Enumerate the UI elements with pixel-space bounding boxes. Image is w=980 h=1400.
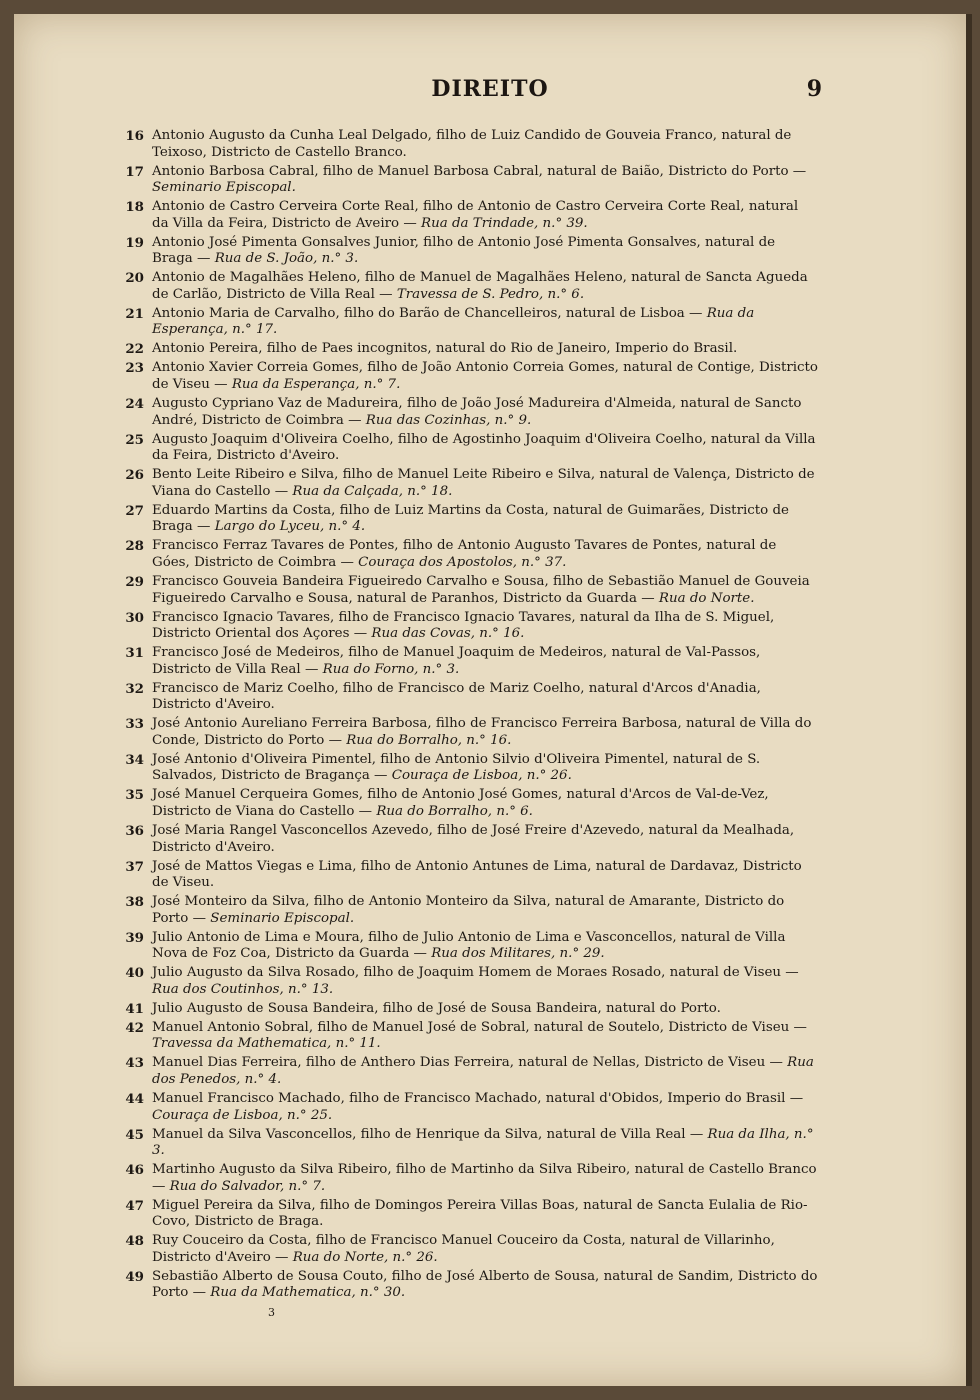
entry-text	[148, 360, 818, 393]
entry-address: Travessa de S. Pedro, n.° 6.	[396, 286, 585, 302]
list-item	[118, 823, 818, 856]
entry-address: Rua dos Coutinhos, n.° 13.	[152, 981, 334, 997]
signature-mark: 3	[268, 1306, 275, 1319]
entry-address: Rua do Borralho, n.° 6.	[376, 803, 533, 819]
list-item	[118, 396, 818, 429]
entry-description: Julio Antonio de Lima e Moura, filho de Julio Antonio de Lima e Vasconcellos, natural de Villa Nova de Foz Coa, Districto da Guarda —	[152, 929, 786, 962]
entry-text	[148, 235, 818, 268]
entry-number: 43	[125, 1055, 144, 1072]
entry-address: Rua dos Militares, n.° 29.	[431, 946, 605, 962]
entry-number: 16	[125, 128, 144, 144]
entry-text	[148, 752, 818, 785]
entry-description: Sebastião Alberto de Sousa Couto, filho de José Alberto de Sousa, natural de Sandim, Districto do Porto —	[152, 1268, 818, 1301]
list-item	[118, 1055, 818, 1088]
list-item	[118, 859, 818, 892]
entry-number: 36	[125, 822, 144, 839]
entry-text	[148, 681, 818, 714]
entry-description: Francisco Ferraz Tavares de Pontes, filho de Antonio Augusto Tavares de Pontes, natural de Góes, Districto de Coimbra —	[152, 538, 777, 570]
list-item	[118, 1233, 818, 1266]
entry-description: Antonio José Pimenta Gonsalves Junior, filho de Antonio José Pimenta Gonsalves, natural de Braga —	[152, 234, 776, 267]
entry-text	[148, 716, 818, 749]
entry-number: 20	[125, 270, 144, 287]
entry-description: Francisco Gouveia Bandeira Figueiredo Carvalho e Sousa, filho de Sebastião Manuel de Gouveia Figueiredo Carvalho e Sousa, natural de Paranhos, Districto da Guarda —	[152, 573, 810, 606]
entry-description: José Antonio Aureliano Ferreira Barbosa, filho de Francisco Ferreira Barbosa, natural de Villa do Conde, Districto do Porto —	[152, 716, 812, 748]
entry-description: Augusto Cypriano Vaz de Madureira, filho de João José Madureira d'Almeida, natural de Sancto André, Districto de Coimbra —	[152, 396, 802, 428]
entry-text	[148, 128, 818, 161]
entry-number: 26	[125, 467, 144, 484]
entry-number: 44	[125, 1091, 144, 1107]
entry-description: Manuel Antonio Sobral, filho de Manuel José de Sobral, natural de Soutelo, Districto de Viseu —	[152, 1019, 807, 1035]
entry-address: Rua da Esperança, n.° 7.	[231, 377, 401, 393]
list-item	[118, 574, 818, 607]
entry-description: Augusto Joaquim d'Oliveira Coelho, filho de Agostinho Joaquim d'Oliveira Coelho, natural da Villa da Feira, Districto d'Aveiro.	[152, 431, 816, 464]
entry-number: 25	[125, 431, 144, 448]
list-item	[118, 235, 818, 268]
entry-text	[148, 1162, 818, 1195]
entry-text	[148, 1269, 818, 1302]
entry-description: Bento Leite Ribeiro e Silva, filho de Manuel Leite Ribeiro e Silva, natural de Valença, Districto de Viana do Castello —	[152, 467, 815, 499]
list-item	[118, 1162, 818, 1195]
list-item	[118, 1198, 818, 1231]
list-item	[118, 1001, 818, 1018]
entry-description: Antonio de Magalhães Heleno, filho de Manuel de Magalhães Heleno, natural de Sancta Agueda de Carlão, Districto de Villa Real —	[152, 270, 808, 302]
entry-number: 40	[125, 965, 144, 982]
list-item	[118, 965, 818, 998]
entry-address: Rua do Norte, n.° 26.	[292, 1249, 438, 1265]
entry-number: 39	[125, 929, 144, 946]
entry-number: 28	[125, 538, 144, 555]
entry-number: 31	[125, 645, 144, 662]
entry-number: 33	[125, 716, 144, 733]
entry-description: Julio Augusto de Sousa Bandeira, filho de José de Sousa Bandeira, natural do Porto.	[152, 1000, 721, 1016]
entry-address: Rua da Calçada, n.° 18.	[292, 483, 453, 499]
entry-address: Rua do Borralho, n.° 16.	[346, 732, 512, 748]
list-item	[118, 341, 818, 358]
entry-number: 35	[125, 787, 144, 804]
list-item	[118, 681, 818, 714]
entry-text	[148, 432, 818, 465]
entry-address: Seminario Episcopal.	[152, 180, 296, 196]
list-item	[118, 894, 818, 927]
entry-number: 24	[125, 396, 144, 413]
entry-address: Largo do Lyceu, n.° 4.	[214, 519, 366, 535]
entry-text	[148, 503, 818, 536]
list-item	[118, 306, 818, 339]
entry-text	[148, 396, 818, 429]
entry-description: Antonio Maria de Carvalho, filho do Barão de Chancelleiros, natural de Lisboa —	[152, 305, 703, 321]
entry-description: José Monteiro da Silva, filho de Antonio Monteiro da Silva, natural de Amarante, Districto do Porto —	[152, 894, 785, 926]
student-list	[118, 128, 818, 1304]
entry-description: Manuel da Silva Vasconcellos, filho de Henrique da Silva, natural de Villa Real —	[152, 1126, 704, 1142]
entry-text	[148, 574, 818, 607]
list-item	[118, 1269, 818, 1302]
entry-number: 47	[125, 1197, 144, 1214]
list-item	[118, 1127, 818, 1160]
entry-address: Rua do Forno, n.° 3.	[322, 661, 460, 677]
page-title: DIREITO	[431, 76, 549, 102]
entry-text	[148, 787, 818, 820]
entry-address: Rua da Esperança, n.° 17.	[152, 305, 755, 338]
entry-description: Antonio Pereira, filho de Paes incognitos, natural do Rio de Janeiro, Imperio do Brasil.	[152, 341, 738, 357]
document-page	[14, 14, 972, 1386]
entry-number: 38	[125, 894, 144, 911]
entry-text	[148, 467, 818, 500]
list-item	[118, 1020, 818, 1053]
entry-address: Rua da Mathematica, n.° 30.	[210, 1285, 406, 1301]
entry-address: Couraça dos Apostolos, n.° 37.	[358, 554, 567, 570]
entry-text	[148, 270, 818, 303]
entry-text	[148, 1091, 818, 1124]
entry-address: Rua da Ilha, n.° 3.	[152, 1126, 814, 1159]
entry-number: 19	[125, 234, 144, 251]
entry-text	[148, 645, 818, 678]
entry-description: Ruy Couceiro da Costa, filho de Francisco Manuel Couceiro da Costa, natural de Villarinho, Districto d'Aveiro —	[152, 1233, 775, 1265]
entry-text	[148, 894, 818, 927]
entry-text	[148, 1233, 818, 1266]
entry-number: 21	[125, 305, 144, 322]
page-header	[14, 76, 966, 116]
list-item	[118, 432, 818, 465]
entry-number: 23	[125, 360, 144, 377]
entry-number: 22	[125, 341, 144, 358]
entry-text	[148, 199, 818, 232]
page-number: 9	[806, 76, 822, 102]
entry-description: José de Mattos Viegas e Lima, filho de Antonio Antunes de Lima, natural de Dardavaz, Districto de Viseu.	[152, 858, 802, 891]
list-item	[118, 716, 818, 749]
entry-number: 32	[125, 680, 144, 697]
entry-number: 18	[125, 199, 144, 216]
list-item	[118, 787, 818, 820]
entry-description: Francisco Ignacio Tavares, filho de Francisco Ignacio Tavares, natural da Ilha de S. Miguel, Districto Oriental dos Açores —	[152, 609, 775, 642]
list-item	[118, 1091, 818, 1124]
entry-text	[148, 930, 818, 963]
entry-text	[148, 1001, 818, 1018]
entry-text	[148, 1198, 818, 1231]
entry-number: 49	[125, 1268, 144, 1285]
entry-number: 41	[125, 1000, 144, 1017]
entry-number: 17	[125, 163, 144, 180]
entry-text	[148, 164, 818, 197]
entry-text	[148, 341, 818, 358]
list-item	[118, 270, 818, 303]
entry-number: 34	[125, 751, 144, 768]
list-item	[118, 467, 818, 500]
list-item	[118, 128, 818, 161]
entry-number: 29	[125, 573, 144, 590]
entry-description: José Manuel Cerqueira Gomes, filho de Antonio José Gomes, natural d'Arcos de Val-de-Vez, Districto de Viana do Castello —	[152, 787, 769, 819]
entry-address: Couraça de Lisboa, n.° 26.	[391, 768, 572, 784]
entry-text	[148, 610, 818, 643]
entry-description: Antonio Xavier Correia Gomes, filho de João Antonio Correia Gomes, natural de Contige, Districto de Viseu —	[152, 360, 818, 393]
entry-address: Rua do Salvador, n.° 7.	[169, 1178, 326, 1194]
list-item	[118, 645, 818, 678]
entry-description: Antonio Barbosa Cabral, filho de Manuel Barbosa Cabral, natural de Baião, Districto do Porto —	[152, 163, 807, 179]
entry-number: 46	[125, 1162, 144, 1179]
list-item	[118, 360, 818, 393]
entry-text	[148, 306, 818, 339]
entry-text	[148, 1020, 818, 1053]
entry-text	[148, 823, 818, 856]
entry-description: Francisco José de Medeiros, filho de Manuel Joaquim de Medeiros, natural de Val-Passos, Districto de Villa Real —	[152, 645, 761, 677]
entry-description: Antonio de Castro Cerveira Corte Real, filho de Antonio de Castro Cerveira Corte Real, natural da Villa da Feira, Districto de Aveiro —	[152, 199, 799, 231]
entry-address: Rua de S. João, n.° 3.	[214, 251, 359, 267]
entry-number: 45	[125, 1126, 144, 1143]
list-item	[118, 538, 818, 571]
entry-description: José Maria Rangel Vasconcellos Azevedo, filho de José Freire d'Azevedo, natural da Mealhada, Districto d'Aveiro.	[152, 822, 795, 855]
entry-description: José Antonio d'Oliveira Pimentel, filho de Antonio Silvio d'Oliveira Pimentel, natural de S. Salvados, Districto de Bragança —	[152, 751, 761, 784]
entry-text	[148, 1127, 818, 1160]
entry-number: 27	[125, 502, 144, 519]
entry-text	[148, 538, 818, 571]
entry-number: 30	[125, 609, 144, 626]
entry-description: Eduardo Martins da Costa, filho de Luiz Martins da Costa, natural de Guimarães, Districto de Braga —	[152, 502, 789, 535]
entry-number: 48	[125, 1233, 144, 1250]
entry-address: Couraça de Lisboa, n.° 25.	[152, 1107, 333, 1123]
list-item	[118, 930, 818, 963]
entry-address: Rua das Covas, n.° 16.	[371, 626, 525, 642]
entry-address: Rua do Norte.	[658, 590, 755, 606]
entry-address: Travessa da Mathematica, n.° 11.	[152, 1036, 381, 1052]
entry-description: Manuel Francisco Machado, filho de Francisco Machado, natural d'Obidos, Imperio do Brasil —	[152, 1091, 804, 1106]
entry-text	[148, 859, 818, 892]
entry-text	[148, 1055, 818, 1088]
entry-address: Rua dos Penedos, n.° 4.	[152, 1055, 814, 1088]
entry-description: Antonio Augusto da Cunha Leal Delgado, filho de Luiz Candido de Gouveia Franco, natural de Teixoso, Districto de Castello Branco.	[152, 128, 792, 160]
entry-description: Miguel Pereira da Silva, filho de Domingos Pereira Villas Boas, natural de Sancta Eulalia de Rio-Covo, Districto de Braga.	[152, 1197, 808, 1230]
entry-number: 37	[125, 858, 144, 875]
entry-text	[148, 965, 818, 998]
entry-address: Seminario Episcopal.	[210, 910, 355, 926]
entry-description: Martinho Augusto da Silva Ribeiro, filho de Martinho da Silva Ribeiro, natural de Castello Branco —	[152, 1162, 817, 1194]
entry-description: Manuel Dias Ferreira, filho de Anthero Dias Ferreira, natural de Nellas, Districto de Viseu —	[152, 1055, 783, 1071]
entry-description: Julio Augusto da Silva Rosado, filho de Joaquim Homem de Moraes Rosado, natural de Viseu —	[152, 965, 799, 981]
list-item	[118, 503, 818, 536]
list-item	[118, 164, 818, 197]
entry-address: Rua da Trindade, n.° 39.	[421, 215, 588, 231]
list-item	[118, 199, 818, 232]
list-item	[118, 610, 818, 643]
entry-address: Rua das Cozinhas, n.° 9.	[365, 412, 532, 428]
entry-number: 42	[125, 1019, 144, 1036]
entry-description: Francisco de Mariz Coelho, filho de Francisco de Mariz Coelho, natural d'Arcos d'Anadia, Districto d'Aveiro.	[152, 680, 761, 713]
list-item	[118, 752, 818, 785]
